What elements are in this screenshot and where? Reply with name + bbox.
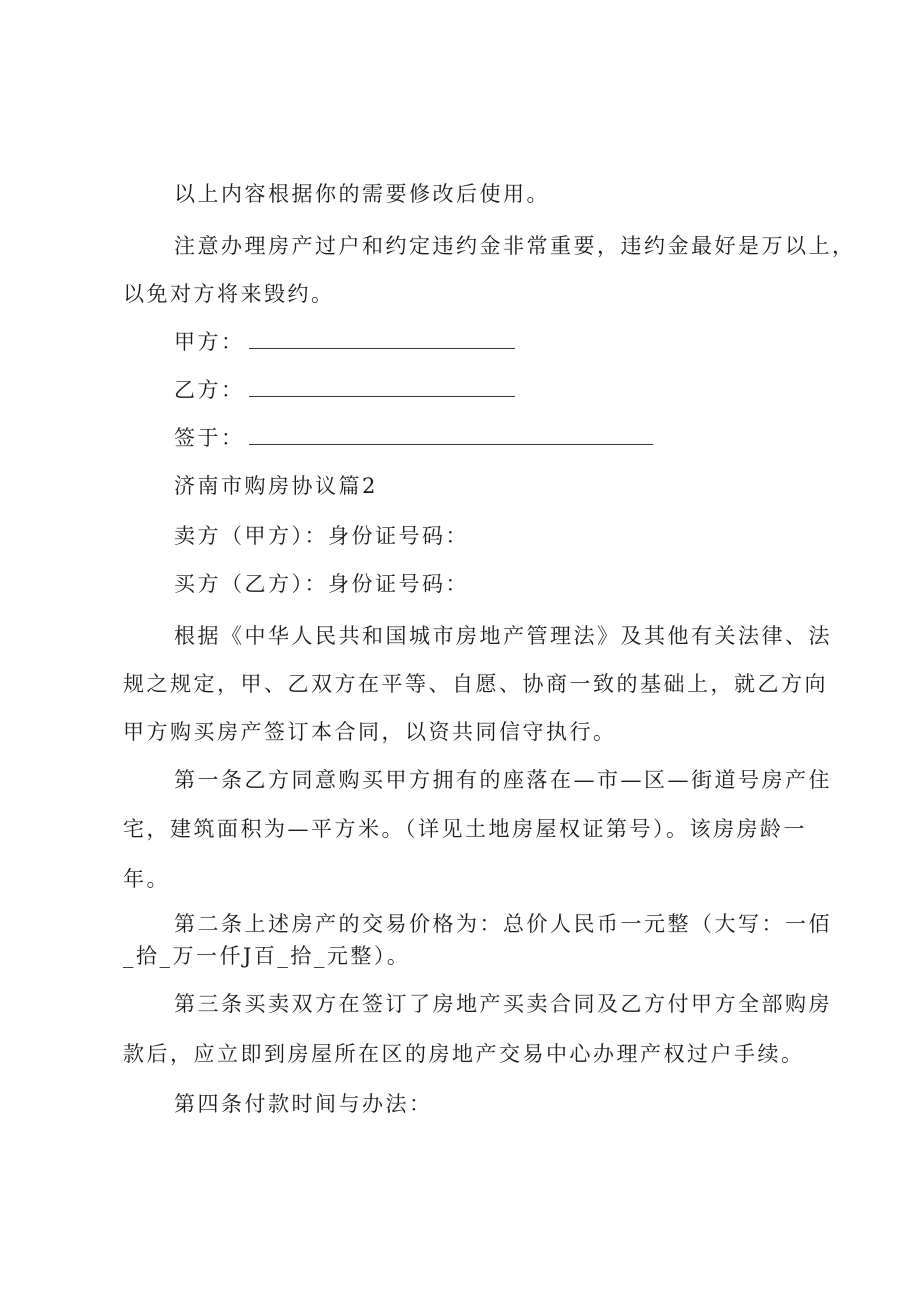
paragraph-line: 规之规定，甲、乙双方在平等、自愿、协商一致的基础上，就乙方向 [123, 672, 828, 696]
paragraph-line: 第二条上述房产的交易价格为：总价人民币一元整（大写：一佰 [174, 912, 832, 936]
signature-label: 乙方： [174, 378, 245, 402]
paragraph-line: 宅，建筑面积为—平方米。（详见土地房屋权证第号）。该房房龄一 [123, 817, 807, 841]
signature-blank-line[interactable] [249, 426, 653, 445]
paragraph-line: 第一条乙方同意购买甲方拥有的座落在—市—区—街道号房产住 [174, 768, 832, 792]
paragraph-line: 以免对方将来毁约。 [123, 282, 335, 306]
paragraph-line: 年。 [123, 867, 170, 891]
paragraph-line: 注意办理房产过户和约定违约金非常重要，违约金最好是万以上， [174, 234, 856, 258]
paragraph-line: 根据《中华人民共和国城市房地产管理法》及其他有关法律、法 [174, 624, 832, 648]
paragraph-line: 第四条付款时间与办法： [174, 1092, 433, 1116]
signature-blank-line[interactable] [249, 378, 515, 397]
signature-label: 甲方： [174, 330, 245, 354]
section-heading: 济南市购房协议篇2 [174, 474, 378, 498]
signature-row-signed-at [174, 424, 653, 452]
paragraph-line: 款后，应立即到房屋所在区的房地产交易中心办理产权过户手续。 [123, 1042, 805, 1066]
signature-blank-line[interactable] [249, 330, 515, 349]
signature-row-party-a [174, 328, 515, 356]
signature-row-party-b [174, 376, 515, 404]
paragraph-line: 甲方购买房产签订本合同，以资共同信守执行。 [123, 720, 617, 744]
paragraph-line: 以上内容根据你的需要修改后使用。 [174, 182, 550, 206]
paragraph-line: _拾_万一仟J百_拾_元整）。 [123, 944, 411, 968]
paragraph-line: 第三条买卖双方在签订了房地产买卖合同及乙方付甲方全部购房 [174, 992, 832, 1016]
paragraph-line: 买方（乙方）：身份证号码： [174, 572, 469, 596]
signature-label: 签于： [174, 426, 245, 450]
paragraph-line: 卖方（甲方）：身份证号码： [174, 524, 469, 548]
